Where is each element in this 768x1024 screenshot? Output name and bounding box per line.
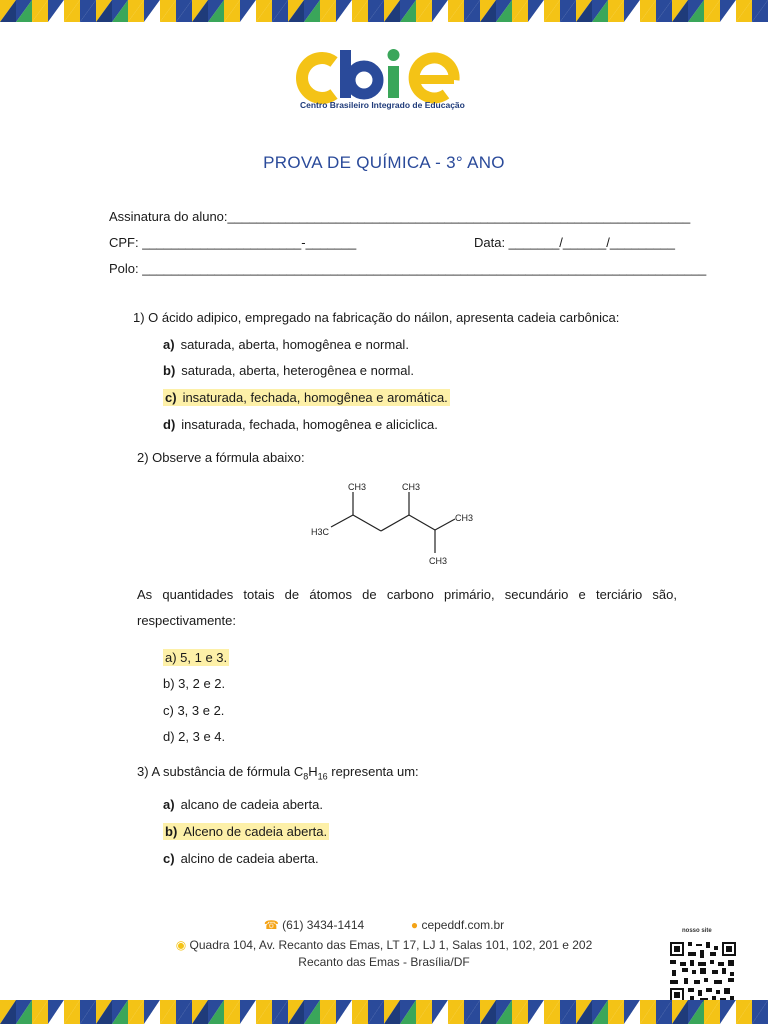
- phone-number: (61) 3434-1414: [282, 918, 365, 932]
- q3-option-c: c) alcino de cadeia aberta.: [163, 851, 319, 866]
- h3c-left: H3C: [311, 527, 330, 537]
- signature-field[interactable]: Assinatura do aluno:________________________________________________________________: [109, 209, 691, 224]
- date-field[interactable]: Data: _______/______/_________: [474, 235, 675, 250]
- phone-icon: ☎: [263, 918, 279, 932]
- q3-option-a: a) alcano de cadeia aberta.: [163, 797, 323, 812]
- q1-option-c: c) insaturada, fechada, homogênea e aromática.: [165, 390, 448, 405]
- q3-option-b: b) Alceno de cadeia aberta.: [165, 824, 328, 839]
- q1-option-d: d) insaturada, fechada, homogênea e aliciclica.: [163, 417, 438, 432]
- website-link[interactable]: cepeddf.com.br: [421, 918, 505, 932]
- location-pin-icon: ◉: [175, 938, 187, 952]
- q2-option-b: b) 3, 2 e 2.: [163, 676, 226, 691]
- q1-option-a: a) saturada, aberta, homogênea e normal.: [163, 337, 409, 352]
- q2-option-c: c) 3, 3 e 2.: [163, 703, 225, 718]
- q2-option-a: a) 5, 1 e 3.: [165, 650, 228, 665]
- footer-city: Recanto das Emas - Brasília/DF: [298, 955, 470, 969]
- globe-icon: ●: [410, 918, 419, 932]
- q2-option-d: d) 2, 3 e 4.: [163, 729, 226, 744]
- logo-subtitle: Centro Brasileiro Integrado de Educação: [300, 100, 465, 110]
- ch3-top-left: CH3: [348, 482, 367, 492]
- q1-option-b: b) saturada, aberta, heterogênea e normal.: [163, 363, 414, 378]
- question-2: 2) Observe a fórmula abaixo:: [137, 450, 305, 465]
- address-text: Quadra 104, Av. Recanto das Emas, LT 17, LJ 1, Salas 101, 102, 201 e 202: [189, 938, 593, 952]
- structural-formula: [305, 478, 485, 570]
- cpf-field[interactable]: CPF: ______________________-_______: [109, 235, 357, 250]
- polo-field[interactable]: Polo: ______________________________________________________________________________: [109, 261, 707, 276]
- qr-code[interactable]: [668, 940, 738, 1004]
- footer-address: [0, 938, 768, 952]
- question-1: 1) O ácido adipico, empregado na fabricação do náilon, apresenta cadeia carbônica:: [133, 310, 620, 325]
- ch3-right: CH3: [455, 513, 474, 523]
- ch3-top-right: CH3: [402, 482, 421, 492]
- question-2-stem: As quantidades totais de átomos de carbono primário, secundário e terciário são, respectivamente:: [137, 587, 677, 628]
- ch3-bottom: CH3: [429, 556, 448, 566]
- page-title: PROVA DE QUÍMICA - 3° ANO: [263, 153, 505, 172]
- footer-contact: [0, 918, 768, 932]
- qr-label: nosso site: [682, 928, 712, 934]
- bottom-border-pattern: [0, 1000, 768, 1024]
- question-3: 3) A substância de fórmula $C_8H_{16}$ representa um:: [137, 764, 419, 782]
- top-border-pattern: [0, 0, 768, 22]
